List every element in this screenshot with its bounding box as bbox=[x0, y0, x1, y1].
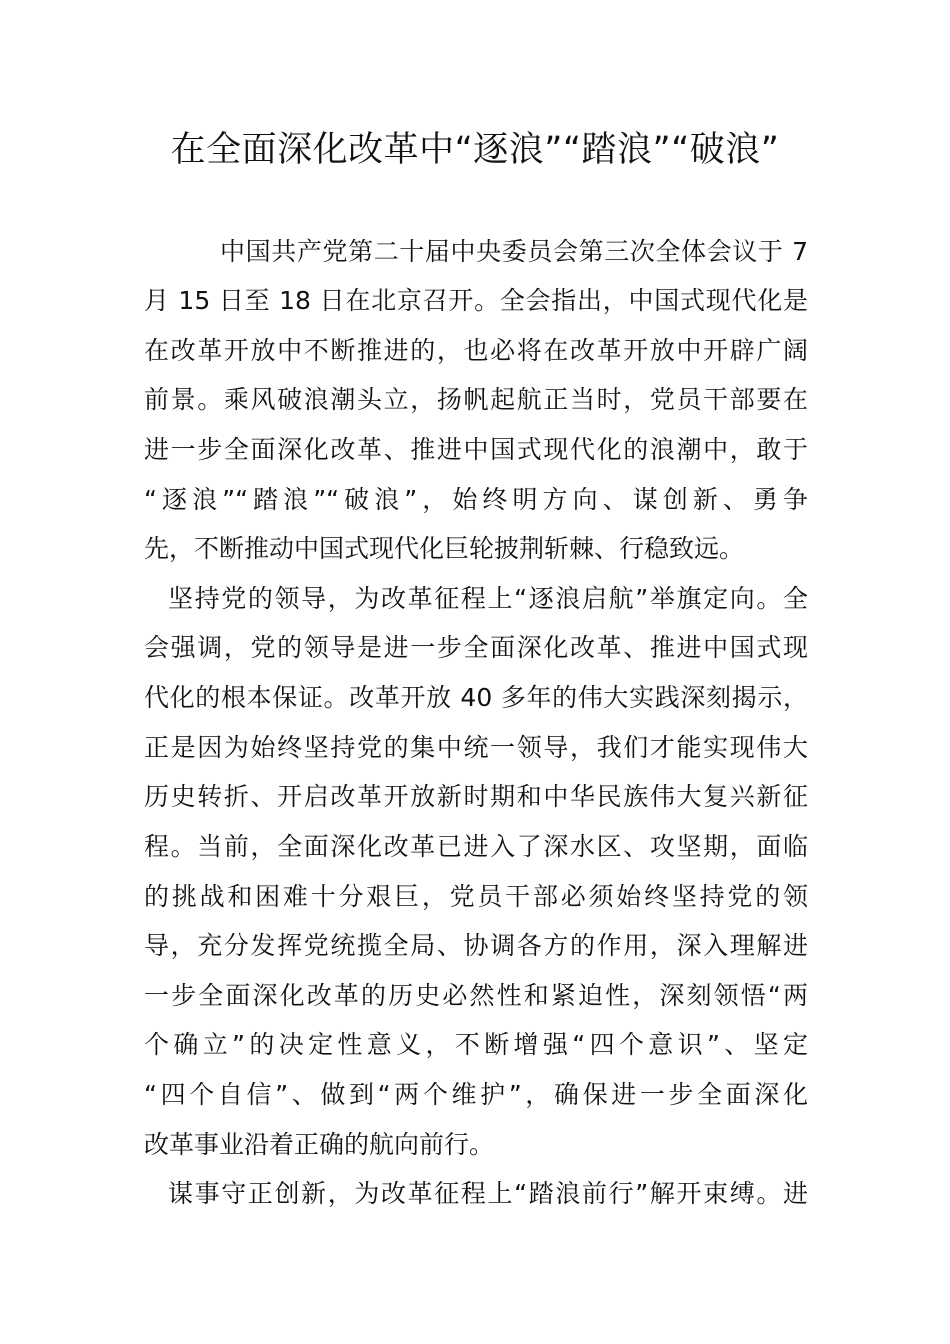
paragraph-line: 的挑战和困难十分艰巨，党员干部必须始终坚持党的领 bbox=[144, 882, 808, 911]
paragraph-line: 中国共产党第二十届中央委员会第三次全体会议于 7 bbox=[220, 237, 808, 266]
paragraph-line: “逐浪”“踏浪”“破浪”，始终明方向、谋创新、勇争 bbox=[144, 485, 808, 514]
paragraph-line: 正是因为始终坚持党的集中统一领导，我们才能实现伟大 bbox=[144, 733, 808, 762]
paragraph-line: 历史转折、开启改革开放新时期和中华民族伟大复兴新征 bbox=[144, 782, 808, 811]
paragraph-line: 改革事业沿着正确的航向前行。 bbox=[144, 1130, 495, 1159]
paragraph-line: 月 15 日至 18 日在北京召开。全会指出，中国式现代化是 bbox=[144, 286, 808, 315]
paragraph-line: 程。当前，全面深化改革已进入了深水区、攻坚期，面临 bbox=[144, 832, 808, 861]
paragraph-line: 个确立”的决定性意义，不断增强“四个意识”、坚定 bbox=[144, 1030, 808, 1059]
paragraph-line: 坚持党的领导，为改革征程上“逐浪启航”举旗定向。全 bbox=[168, 584, 808, 613]
paragraph-line: 一步全面深化改革的历史必然性和紧迫性，深刻领悟“两 bbox=[144, 981, 808, 1010]
paragraph-line: 前景。乘风破浪潮头立，扬帆起航正当时，党员干部要在 bbox=[144, 385, 808, 414]
paragraph-line: 进一步全面深化改革、推进中国式现代化的浪潮中，敢于 bbox=[144, 435, 808, 464]
paragraph-line: 谋事守正创新，为改革征程上“踏浪前行”解开束缚。进 bbox=[168, 1179, 808, 1208]
paragraph-line: “四个自信”、做到“两个维护”，确保进一步全面深化 bbox=[144, 1080, 808, 1109]
document-title: 在全面深化改革中“逐浪”“踏浪”“破浪” bbox=[170, 130, 780, 170]
paragraph-line: 会强调，党的领导是进一步全面深化改革、推进中国式现 bbox=[144, 633, 808, 662]
paragraph-line: 先，不断推动中国式现代化巨轮披荆斩棘、行稳致远。 bbox=[144, 534, 745, 563]
paragraph-line: 代化的根本保证。改革开放 40 多年的伟大实践深刻揭示， bbox=[144, 683, 808, 712]
paragraph-line: 在改革开放中不断推进的，也必将在改革开放中开辟广阔 bbox=[144, 336, 808, 365]
paragraph-line: 导，充分发挥党统揽全局、协调各方的作用，深入理解进 bbox=[144, 931, 808, 960]
